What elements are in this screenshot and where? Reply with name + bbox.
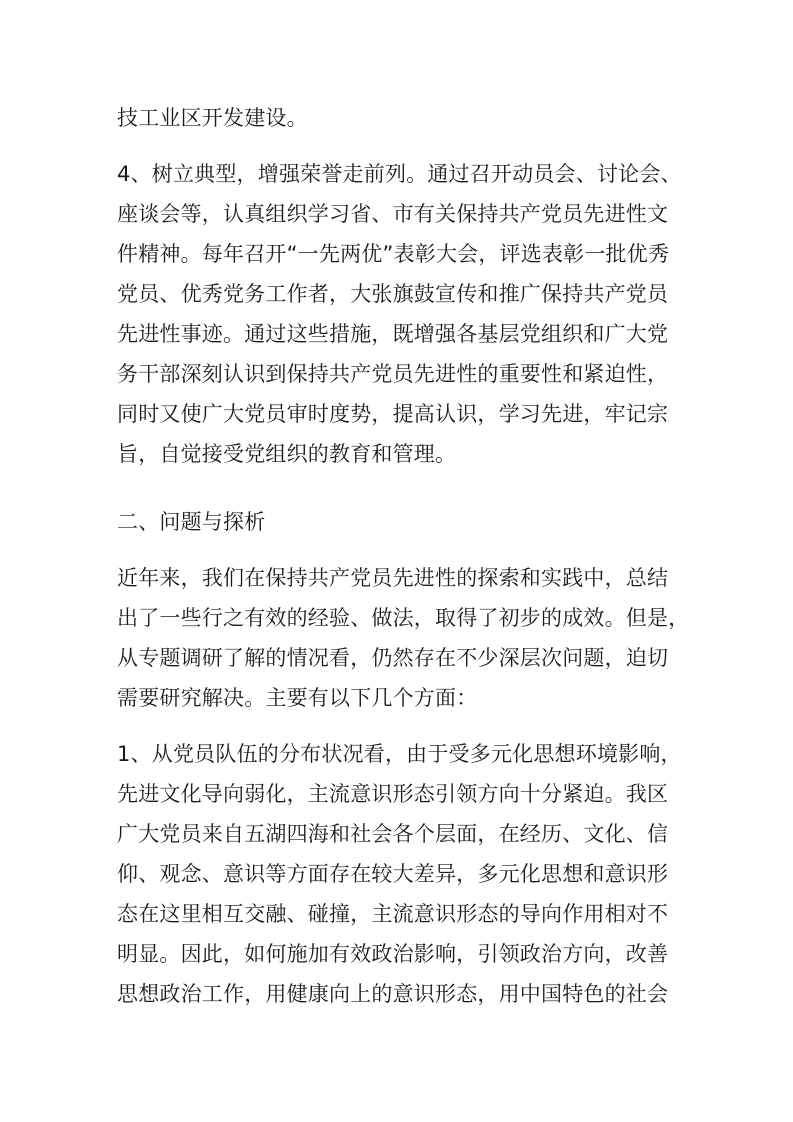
text-line: 明显。因此，如何施加有效政治影响，引领政治方向，改善 <box>117 942 669 966</box>
text-line: 党员、优秀党务工作者，大张旗鼓宣传和推广保持共产党员 <box>117 282 669 306</box>
text-line: 务干部深刻认识到保持共产党员先进性的重要性和紧迫性， <box>117 362 669 386</box>
section-heading: 二、问题与探析 <box>117 510 266 534</box>
text-line: 态在这里相互交融、碰撞，主流意识形态的导向作用相对不 <box>117 902 669 926</box>
text-line: 先进文化导向弱化，主流意识形态引领方向十分紧迫。我区 <box>117 782 669 806</box>
text-line: 4、树立典型，增强荣誉走前列。通过召开动员会、讨论会、 <box>117 162 682 186</box>
text-line: 近年来，我们在保持共产党员先进性的探索和实践中，总结 <box>117 566 669 590</box>
text-line: 需要研究解决。主要有以下几个方面： <box>117 686 478 710</box>
text-line: 件精神。每年召开“一先两优”表彰大会，评选表彰一批优秀 <box>117 242 670 266</box>
text-line: 1、从党员队伍的分布状况看，由于受多元化思想环境影响， <box>117 742 682 766</box>
text-line: 先进性事迹。通过这些措施，既增强各基层党组织和广大党 <box>117 322 669 346</box>
text-line: 旨，自觉接受党组织的教育和管理。 <box>117 442 457 466</box>
text-line: 出了一些行之有效的经验、做法，取得了初步的成效。但是， <box>117 606 690 630</box>
text-line: 同时又使广大党员审时度势，提高认识，学习先进，牢记宗 <box>117 402 669 426</box>
text-line: 从专题调研了解的情况看，仍然存在不少深层次问题，迫切 <box>117 646 669 670</box>
text-line: 座谈会等，认真组织学习省、市有关保持共产党员先进性文 <box>117 202 669 226</box>
text-line: 技工业区开发建设。 <box>117 106 308 130</box>
text-line: 广大党员来自五湖四海和社会各个层面，在经历、文化、信 <box>117 822 669 846</box>
text-line: 仰、观念、意识等方面存在较大差异，多元化思想和意识形 <box>117 862 669 886</box>
text-line: 思想政治工作，用健康向上的意识形态，用中国特色的社会 <box>117 982 669 1006</box>
